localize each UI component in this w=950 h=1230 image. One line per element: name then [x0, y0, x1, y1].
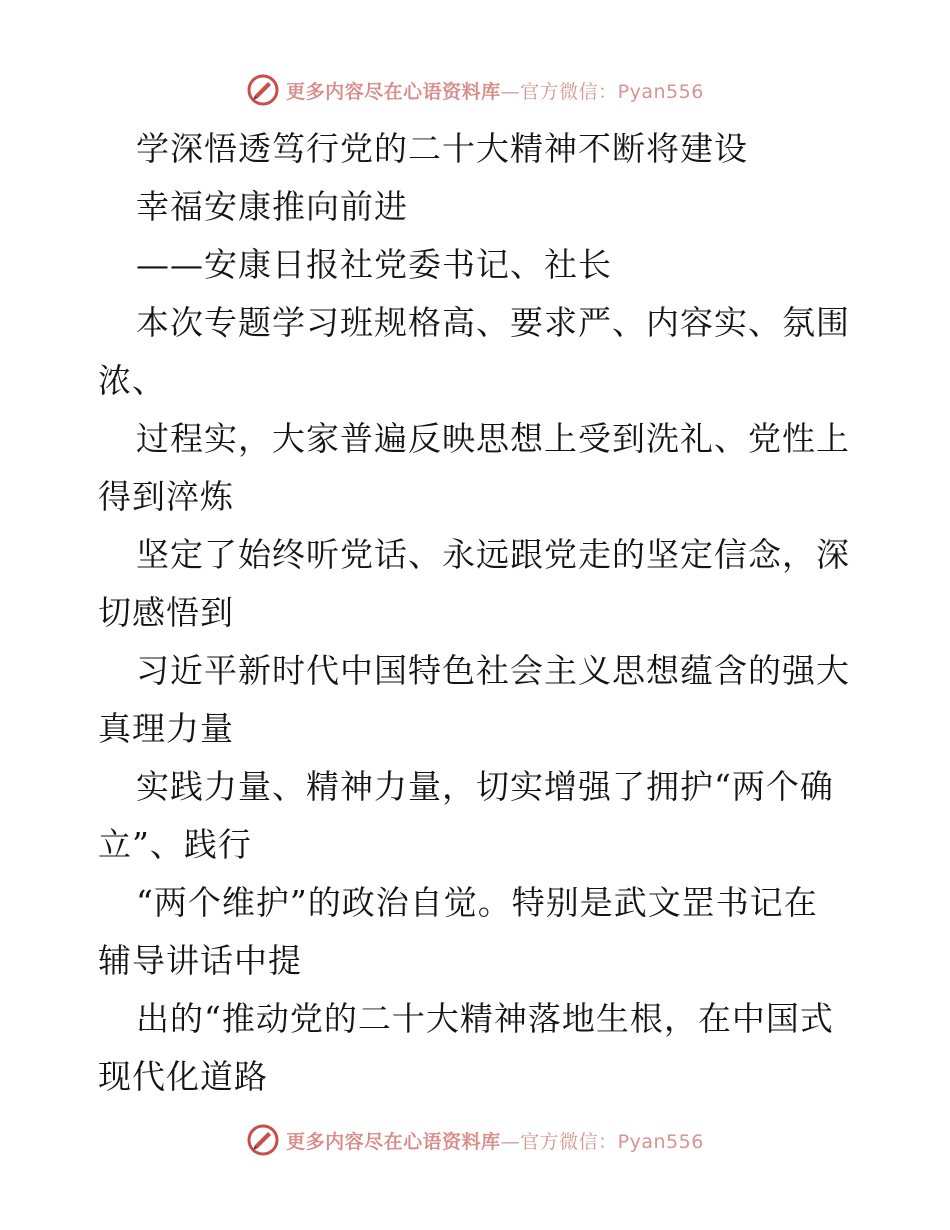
watermark-suffix: 官方微信：Pyan556 [520, 80, 704, 103]
pen-logo-icon [246, 1123, 280, 1157]
document-line: ——安康日报社党委书记、社长 [136, 245, 612, 284]
watermark-text [286, 77, 704, 104]
document-line: 立”、践行 [98, 825, 252, 864]
document-line: 幸福安康推向前进 [136, 187, 408, 226]
pen-logo-icon [246, 73, 280, 107]
document-line: 本次专题学习班规格高、要求严、内容实、氛围 [136, 303, 850, 342]
document-line: 过程实，大家普遍反映思想上受到洗礼、党性上 [136, 419, 850, 458]
document-line: 真理力量 [98, 709, 234, 748]
document-line: 辅导讲话中提 [98, 941, 302, 980]
document-line: 学深悟透笃行党的二十大精神不断将建设 [136, 129, 748, 168]
watermark-suffix: 官方微信：Pyan556 [520, 1130, 704, 1153]
watermark-main: 更多内容尽在心语资料库 [286, 1130, 501, 1153]
header-watermark [0, 70, 950, 110]
footer-watermark [0, 1120, 950, 1160]
document-line: 浓、 [98, 361, 166, 400]
watermark-separator: — [500, 80, 521, 103]
document-line: 现代化道路 [98, 1057, 268, 1096]
watermark-separator: — [500, 1130, 521, 1153]
document-line: 实践力量、精神力量，切实增强了拥护“两个确 [136, 767, 834, 806]
document-body [98, 120, 858, 1106]
document-line: 切感悟到 [98, 593, 234, 632]
document-line: 得到淬炼 [98, 477, 234, 516]
document-line: 出的“推动党的二十大精神落地生根，在中国式 [136, 999, 834, 1038]
document-line: 习近平新时代中国特色社会主义思想蕴含的强大 [136, 651, 850, 690]
watermark-text [286, 1127, 704, 1154]
document-line: 坚定了始终听党话、永远跟党走的坚定信念，深 [136, 535, 850, 574]
watermark-main: 更多内容尽在心语资料库 [286, 80, 501, 103]
document-line: “两个维护”的政治自觉。特别是武文罡书记在 [136, 883, 818, 922]
